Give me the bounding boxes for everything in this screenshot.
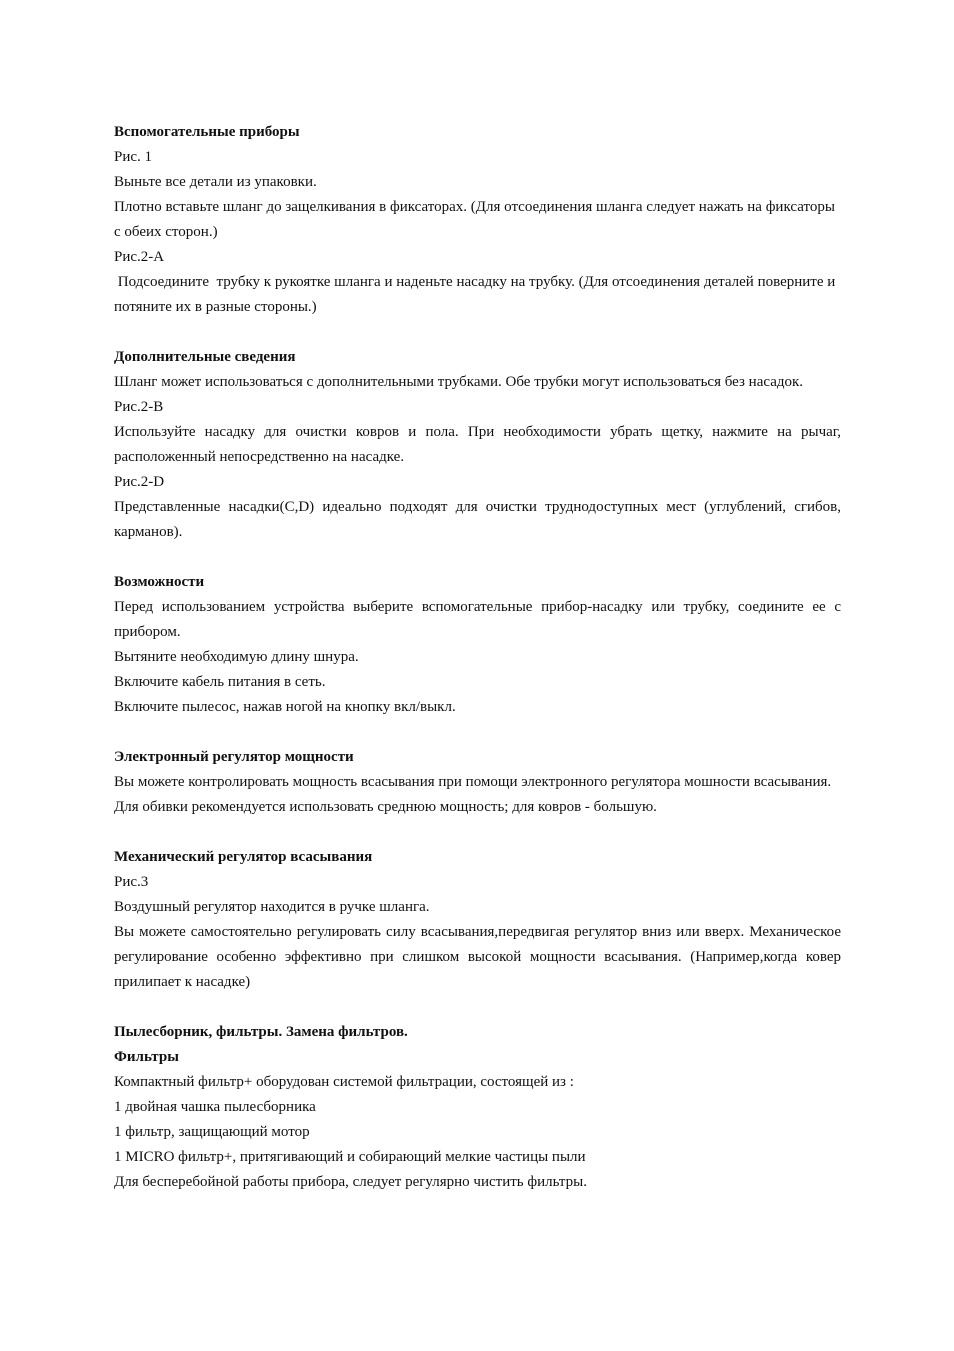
section-heading: Дополнительные сведения bbox=[114, 349, 296, 365]
paragraph: Для бесперебойной работы прибора, следует регулярно чистить фильтры. bbox=[114, 1174, 587, 1190]
paragraph: Вы можете самостоятельно регулировать силу всасывания,передвигая регулятор вниз или вверх. Механическое регулирование особенно эффективно при слишком высокой мощности всасывания. (Например,когда ковер прилипает к насадке) bbox=[114, 924, 841, 990]
paragraph: Подсоедините трубку к рукоятке шланга и наденьте насадку на трубку. (Для отсоединения деталей поверните и потяните их в разные стороны.) bbox=[114, 274, 840, 315]
paragraph: Используйте насадку для очистки ковров и пола. При необходимости убрать щетку, нажмите на рычаг, расположенный непосредственно на насадке. bbox=[114, 424, 841, 465]
paragraph: Рис.3 bbox=[114, 874, 149, 890]
paragraph: Перед использованием устройства выберите вспомогательные прибор-насадку или трубку, соедините ее с прибором. bbox=[114, 599, 841, 640]
section-spacer bbox=[114, 995, 841, 1020]
section-spacer bbox=[114, 320, 841, 345]
paragraph: Плотно вставьте шланг до защелкивания в фиксаторах. (Для отсоединения шланга следует нажать на фиксаторы с обеих сторон.) bbox=[114, 199, 835, 240]
paragraph: Рис.2-A bbox=[114, 249, 165, 265]
document-page bbox=[114, 120, 841, 1195]
section-heading: Механический регулятор всасывания bbox=[114, 849, 373, 865]
section-spacer bbox=[114, 720, 841, 745]
paragraph: Представленные насадки(C,D) идеально подходят для очистки труднодоступных мест (углублений, сгибов, карманов). bbox=[114, 499, 841, 540]
section-heading: Электронный регулятор мощности bbox=[114, 749, 354, 765]
list-item: 1 MICRO фильтр+, притягивающий и собирающий мелкие частицы пыли bbox=[114, 1149, 586, 1165]
paragraph: Рис.2-B bbox=[114, 399, 164, 415]
section-heading: Пылесборник, фильтры. Замена фильтров. bbox=[114, 1024, 408, 1040]
section-heading: Возможности bbox=[114, 574, 205, 590]
paragraph: Рис. 1 bbox=[114, 149, 153, 165]
section-spacer bbox=[114, 545, 841, 570]
paragraph: Шланг может использоваться с дополнительными трубками. Обе трубки могут использоваться без насадок. bbox=[114, 374, 804, 390]
section-heading: Вспомогательные приборы bbox=[114, 124, 300, 140]
paragraph: Выньте все детали из упаковки. bbox=[114, 174, 317, 190]
paragraph: Вы можете контролировать мощность всасывания при помощи электронного регулятора мошности всасывания. bbox=[114, 774, 832, 790]
list-item: 1 фильтр, защищающий мотор bbox=[114, 1124, 310, 1140]
section-spacer bbox=[114, 820, 841, 845]
paragraph: Рис.2-D bbox=[114, 474, 165, 490]
paragraph: Воздушный регулятор находится в ручке шланга. bbox=[114, 899, 430, 915]
paragraph: Включите пылесос, нажав ногой на кнопку вкл/выкл. bbox=[114, 699, 456, 715]
paragraph: Компактный фильтр+ оборудован системой фильтрации, состоящей из : bbox=[114, 1074, 574, 1090]
paragraph: Включите кабель питания в сеть. bbox=[114, 674, 326, 690]
section-subheading: Фильтры bbox=[114, 1049, 179, 1065]
paragraph: Вытяните необходимую длину шнура. bbox=[114, 649, 359, 665]
paragraph: Для обивки рекомендуется использовать среднюю мощность; для ковров - большую. bbox=[114, 799, 657, 815]
list-item: 1 двойная чашка пылесборника bbox=[114, 1099, 316, 1115]
